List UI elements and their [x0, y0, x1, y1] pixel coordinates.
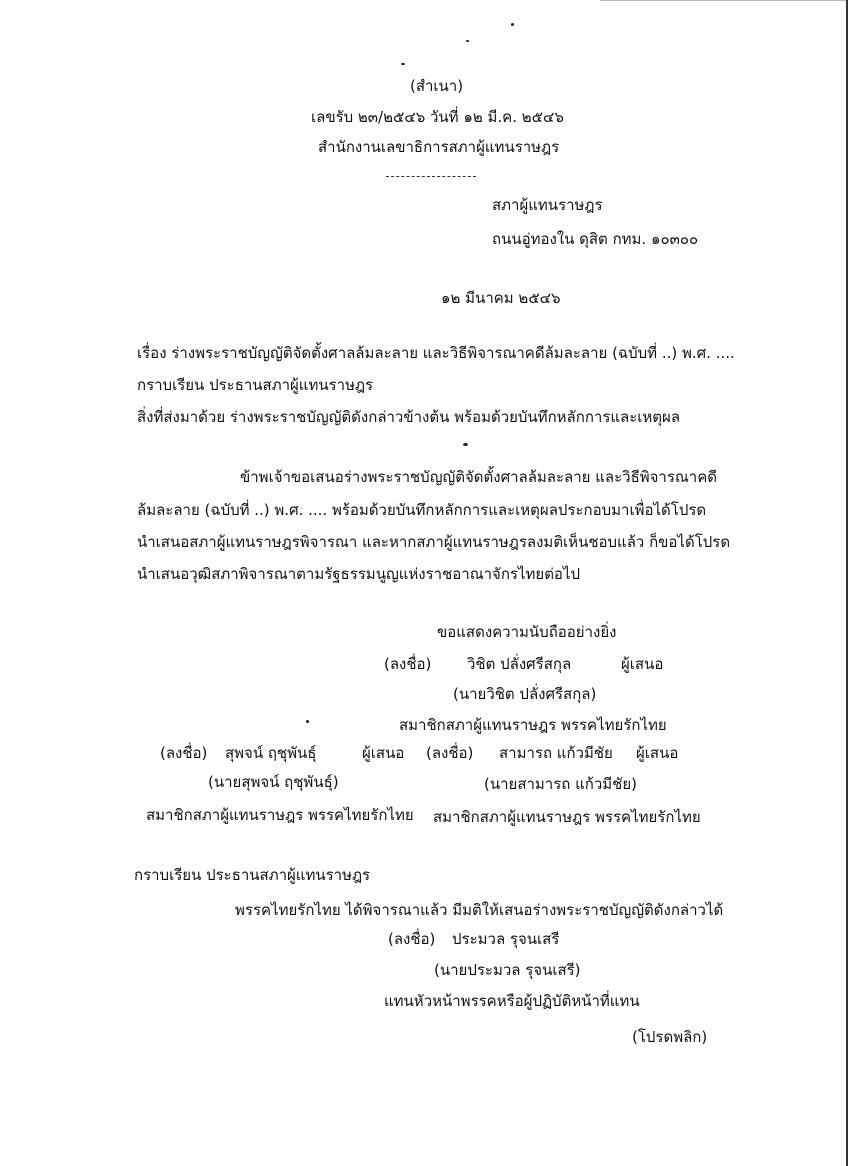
right-signature: สามารถ แก้วมีชัย: [499, 744, 613, 762]
scan-speck: [401, 63, 405, 65]
scan-speck: [306, 720, 309, 723]
endorser-position: แทนหัวหน้าพรรคหรือผู้ปฏิบัติหน้าที่แทน: [384, 992, 640, 1010]
subject-line: เรื่อง ร่างพระราชบัญญัติจัดตั้งศาลล้มละลาย และวิธีพิจารณาคดีล้มละลาย (ฉบับที่ ..) พ.ศ. ....: [137, 344, 735, 362]
endorsement-statement: พรรคไทยรักไทย ได้พิจารณาแล้ว มีมติให้เสนอร่างพระราชบัญญัติดังกล่าวได้: [235, 901, 724, 919]
scan-edge-top: [600, 0, 848, 1]
endorser-printed-name: (นายประมวล รุจนเสรี): [434, 961, 581, 979]
endorsement-salutation: กราบเรียน ประธานสภาผู้แทนราษฎร: [134, 866, 371, 884]
sign-label: (ลงชื่อ): [160, 744, 208, 762]
body-line: ล้มละลาย (ฉบับที่ ..) พ.ศ. .... พร้อมด้วยบันทึกหลักการและเหตุผลประกอบมาเพื่อได้โปรด: [137, 501, 707, 519]
main-position: สมาชิกสภาผู้แทนราษฎร พรรคไทยรักไทย: [399, 716, 667, 734]
left-signature: สุพจน์ ฤชุพันธุ์: [225, 744, 317, 762]
role-label: ผู้เสนอ: [636, 744, 679, 762]
letter-date: ๑๒ มีนาคม ๒๕๔๖: [441, 289, 561, 307]
body-line: นำเสนอสภาผู้แทนราษฎรพิจารณา และหากสภาผู้แทนราษฎรลงมติเห็นชอบแล้ว ก็ขอได้โปรด: [137, 533, 731, 551]
body-line: ข้าพเจ้าขอเสนอร่างพระราชบัญญัติจัดตั้งศาลล้มละลาย และวิธีพิจารณาคดี: [240, 468, 717, 486]
salutation: กราบเรียน ประธานสภาผู้แทนราษฎร: [137, 376, 374, 394]
right-position: สมาชิกสภาผู้แทนราษฎร พรรคไทยรักไทย: [433, 808, 701, 826]
sign-label: (ลงชื่อ): [426, 744, 474, 762]
main-signature: วิชิต ปลั่งศรีสกุล: [467, 655, 572, 673]
turn-page-note: (โปรดพลิก): [632, 1028, 708, 1046]
copy-mark: (สำเนา): [410, 77, 464, 95]
role-label: ผู้เสนอ: [621, 655, 664, 673]
address-line-2: ถนนอู่ทองใน ดุสิต กทม. ๑๐๓๐๐: [492, 230, 699, 248]
left-position: สมาชิกสภาผู้แทนราษฎร พรรคไทยรักไทย: [146, 806, 414, 824]
scan-speck: [463, 443, 468, 446]
header-divider: [386, 176, 476, 177]
enclosure-line: สิ่งที่ส่งมาด้วย ร่างพระราชบัญญัติดังกล่าวข้างต้น พร้อมด้วยบันทึกหลักการและเหตุผล: [137, 408, 681, 426]
left-printed-name: (นายสุพจน์ ฤชุพันธุ์): [208, 773, 339, 791]
sign-label: (ลงชื่อ): [384, 655, 432, 673]
sign-label: (ลงชื่อ): [388, 930, 436, 948]
closing: ขอแสดงความนับถืออย่างยิ่ง: [437, 623, 617, 641]
receipt-number: เลขรับ ๒๓/๒๕๔๖ วันที่ ๑๒ มี.ค. ๒๕๔๖: [311, 108, 564, 126]
role-label: ผู้เสนอ: [362, 744, 405, 762]
address-line-1: สภาผู้แทนราษฎร: [492, 196, 603, 214]
office-name: สำนักงานเลขาธิการสภาผู้แทนราษฎร: [318, 138, 560, 156]
scan-speck: [511, 23, 514, 26]
scan-speck: [466, 40, 469, 42]
endorser-signature: ประมวล รุจนเสรี: [452, 930, 560, 948]
body-line: นำเสนอวุฒิสภาพิจารณาตามรัฐธรรมนูญแห่งราชอาณาจักรไทยต่อไป: [137, 565, 581, 583]
main-printed-name: (นายวิชิต ปลั่งศรีสกุล): [453, 685, 597, 703]
right-printed-name: (นายสามารถ แก้วมีชัย): [484, 775, 637, 793]
